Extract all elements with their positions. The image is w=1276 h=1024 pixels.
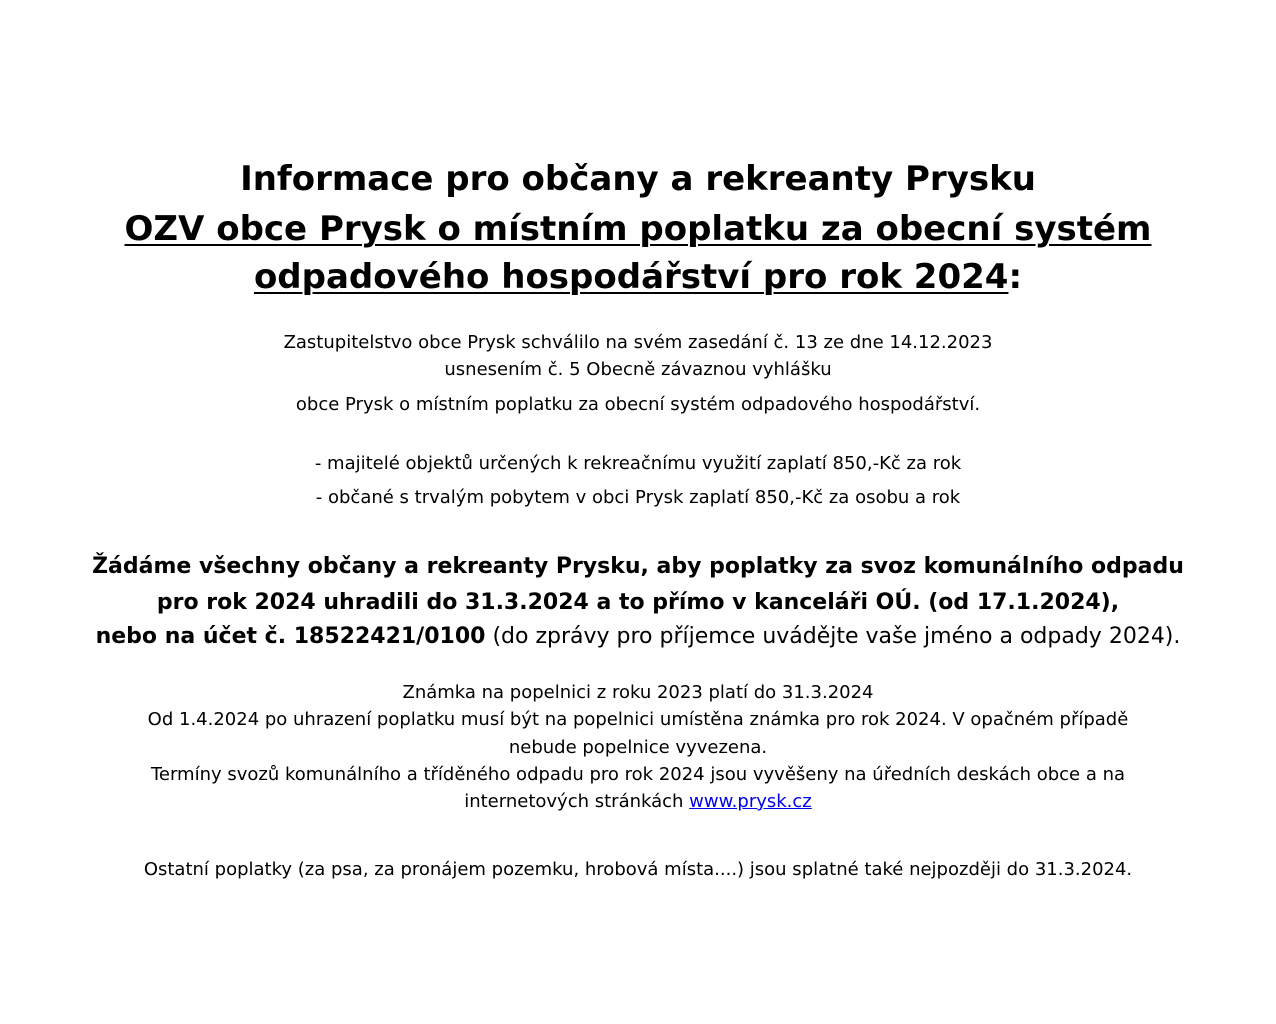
bank-account: nebo na účet č. 18522421/0100 — [95, 624, 486, 649]
payment-note: (do zprávy pro příjemce uvádějte vaše jméno a odpady 2024). — [485, 624, 1181, 649]
title-line-3-suffix: : — [1008, 257, 1023, 297]
notice-line-2: Od 1.4.2024 po uhrazení poplatku musí být na popelnici umístěna známka pro rok 2024. V opačném případě — [147, 709, 1129, 730]
notice-line-4: Termíny svozů komunálního a tříděného odpadu pro rok 2024 jsou vyvěšeny na úředních deskách obce a na — [150, 764, 1126, 785]
notice-line-1: Známka na popelnici z roku 2023 platí do 31.3.2024 — [402, 682, 874, 703]
notice-line-5 — [0, 789, 1276, 815]
title-line-3: odpadového hospodářství pro rok 2024 — [253, 257, 1009, 297]
fee-item-recreational: - majitelé objektů určených k rekreačnímu využití zaplatí 850,-Kč za rok — [314, 453, 962, 474]
intro-line-2: usnesením č. 5 Obecně závaznou vyhlášku — [444, 359, 832, 380]
page-title — [0, 157, 1276, 201]
website-link[interactable]: www.prysk.cz — [689, 791, 812, 812]
other-fees-note: Ostatní poplatky (za psa, za pronájem pozemku, hrobová místa....) jsou splatné také nejpozději do 31.3.2024. — [143, 859, 1133, 880]
subtitle-line-1 — [0, 207, 1276, 251]
fee-item-residents: - občané s trvalým pobytem v obci Prysk zaplatí 850,-Kč za osobu a rok — [315, 487, 961, 508]
title-line-2: OZV obce Prysk o místním poplatku za obecní systém — [124, 209, 1152, 249]
website-label: internetových stránkách — [464, 791, 690, 812]
appeal-line-1: Žádáme všechny občany a rekreanty Prysku, aby poplatky za svoz komunálního odpadu — [92, 554, 1184, 579]
title-line-1: Informace pro občany a rekreanty Prysku — [240, 159, 1036, 199]
appeal-line-2: pro rok 2024 uhradili do 31.3.2024 a to přímo v kanceláři OÚ. (od 17.1.2024), — [156, 590, 1120, 615]
intro-line-3: obce Prysk o místním poplatku za obecní systém odpadového hospodářství. — [295, 394, 981, 415]
intro-line-1: Zastupitelstvo obce Prysk schválilo na svém zasedání č. 13 ze dne 14.12.2023 — [283, 332, 993, 353]
notice-line-3: nebude popelnice vyvezena. — [508, 737, 768, 758]
appeal-line-3 — [0, 622, 1276, 652]
subtitle-line-2 — [0, 255, 1276, 299]
